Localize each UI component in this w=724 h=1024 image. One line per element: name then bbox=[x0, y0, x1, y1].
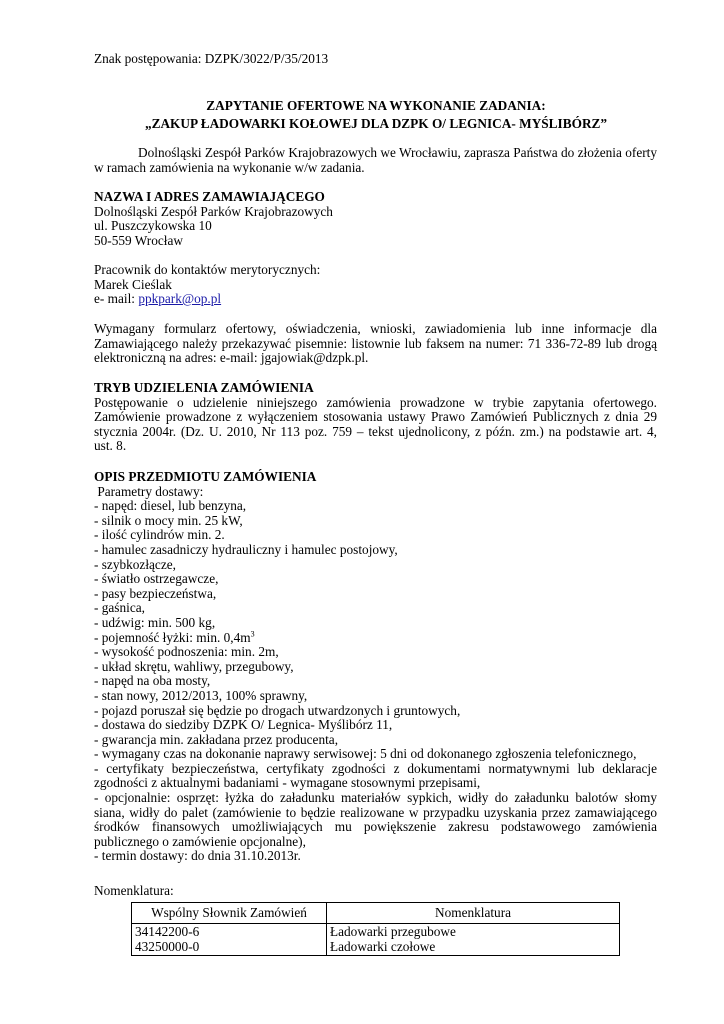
orderer-street: ul. Puszczykowska 10 bbox=[94, 218, 212, 234]
contact-label: Pracownik do kontaktów merytorycznych: bbox=[94, 262, 321, 277]
delivery-deadline: - termin dostawy: do dnia 31.10.2013r. bbox=[94, 848, 301, 864]
mode-line-2: Zamówienie prowadzone z wyłączeniem stosowania ustawy Prawo Zamówień Publicznych z dnia 29 bbox=[94, 409, 657, 425]
case-reference: Znak postępowania: DZPK/3022/P/35/2013 bbox=[94, 51, 329, 66]
forms-paragraph bbox=[94, 322, 657, 366]
header-cpv: Wspólny Słownik Zamówień bbox=[132, 903, 327, 924]
table-header-row bbox=[132, 903, 620, 924]
param-item: - stan nowy, 2012/2013, 100% sprawny, bbox=[94, 687, 308, 703]
forms-line-2: Zamawiającego należy przekazywać pisemnie: listownie lub faksem na numer: 71 336-72-89 lub drogą bbox=[94, 335, 657, 351]
param-item: - wysokość podnoszenia: min. 2m, bbox=[94, 644, 279, 660]
intro-paragraph: Dolnośląski Zespół Parków Krajobrazowych we Wrocławiu, zaprasza Państwa do złożenia oferty w ramach zamówienia na wykonanie w/w zadania. bbox=[94, 145, 657, 175]
email-label: e- mail: bbox=[94, 291, 139, 307]
param-item: - napęd na oba mosty, bbox=[94, 673, 211, 689]
mode-line-3: stycznia 2004r. (Dz. U. 2010, Nr 113 poz. 759 – tekst ujednolicony, z późn. zm.) na podstawie art. 4, bbox=[94, 423, 657, 439]
header-nomenclature: Nomenklatura bbox=[327, 903, 620, 924]
param-item: - gaśnica, bbox=[94, 600, 145, 616]
optional-line-3: środków finansowych umożliwiających mu powiększenie zakresu podstawowego zamówienia bbox=[94, 819, 657, 835]
optional-line-1: - opcjonalnie: osprzęt: łyżka do załadunku materiałów sypkich, widły do załadunku balotów słomy bbox=[94, 790, 657, 806]
param-item: - światło ostrzegawcze, bbox=[94, 571, 219, 587]
mode-heading: TRYB UDZIELENIA ZAMÓWIENIA bbox=[94, 380, 314, 395]
bucket-superscript: 3 bbox=[250, 629, 255, 639]
param-item: - wymagany czas na dokonanie naprawy serwisowej: 5 dni od dokonanego zgłoszenia telefonicznego, bbox=[94, 746, 637, 762]
param-item: - napęd: diesel, lub benzyna, bbox=[94, 498, 247, 514]
orderer-city: 50-559 Wrocław bbox=[94, 232, 183, 248]
orderer-heading: NAZWA I ADRES ZAMAWIAJĄCEGO bbox=[94, 189, 325, 204]
contact-person: Marek Cieślak bbox=[94, 276, 172, 292]
bucket-text: - pojemność łyżki: min. 0,4m bbox=[94, 629, 251, 645]
param-item: - pojazd poruszał się będzie po drogach utwardzonych i gruntowych, bbox=[94, 702, 461, 718]
nomenclature-names-cell bbox=[327, 924, 620, 956]
mode-section bbox=[94, 381, 657, 454]
cpv-code: 43250000-0 bbox=[135, 938, 200, 954]
param-item: - silnik o mocy min. 25 kW, bbox=[94, 512, 243, 528]
cert-line-2: zgodności z aktualnymi badaniami - wymagane stosownymi przepisami, bbox=[94, 775, 481, 791]
mode-line-1: Postępowanie o udzielenie niniejszego zamówienia prowadzone w trybie zapytania ofertowego. bbox=[94, 394, 657, 410]
title-line-2: „ZAKUP ŁADOWARKI KOŁOWEJ DLA DZPK O/ LEGNICA- MYŚLIBÓRZ” bbox=[144, 116, 608, 131]
subject-heading: OPIS PRZEDMIOTU ZAMÓWIENIA bbox=[94, 469, 317, 484]
param-item: - ilość cylindrów min. 2. bbox=[94, 527, 225, 543]
params-label: Parametry dostawy: bbox=[94, 483, 204, 499]
param-item: - układ skrętu, wahliwy, przegubowy, bbox=[94, 658, 294, 674]
param-item: - udźwig: min. 500 kg, bbox=[94, 614, 216, 630]
orderer-section bbox=[94, 190, 657, 248]
nomenclature-table bbox=[131, 902, 620, 956]
param-item: - dostawa do siedziby DZPK O/ Legnica- Myślibórz 11, bbox=[94, 717, 393, 733]
param-item: - gwarancja min. zakładana przez producenta, bbox=[94, 731, 339, 747]
nomenclature-name: Ładowarki czołowe bbox=[330, 938, 436, 954]
param-item: - pasy bezpieczeństwa, bbox=[94, 585, 217, 601]
orderer-name: Dolnośląski Zespół Parków Krajobrazowych bbox=[94, 203, 333, 219]
optional-line-2: siana, widły do palet (zamówienie to będzie realizowane w przypadku uzyskania przez zamawiającego bbox=[94, 804, 657, 820]
title-line-1: ZAPYTANIE OFERTOWE NA WYKONANIE ZADANIA: bbox=[206, 98, 546, 113]
forms-line-1: Wymagany formularz ofertowy, oświadczenia, wnioski, zawiadomienia lub inne informacje dla bbox=[94, 321, 657, 336]
table-row bbox=[132, 924, 620, 956]
cpv-codes-cell bbox=[132, 924, 327, 956]
cpv-code: 34142200-6 bbox=[135, 924, 200, 939]
param-item: - hamulec zasadniczy hydrauliczny i hamulec postojowy, bbox=[94, 541, 398, 557]
forms-line-3: elektroniczną na adres: e-mail: jgajowiak@dzpk.pl. bbox=[94, 350, 369, 366]
param-item-bucket bbox=[94, 631, 657, 646]
contact-email-row bbox=[94, 292, 657, 307]
nomenclature-label: Nomenklatura: bbox=[94, 883, 174, 898]
mode-line-4: ust. 8. bbox=[94, 438, 127, 454]
nomenclature-name: Ładowarki przegubowe bbox=[330, 924, 456, 939]
cert-line-1: - certyfikaty bezpieczeństwa, certyfikaty zgodności z dokumentami normatywnymi lub deklaracje bbox=[94, 760, 657, 776]
subject-section bbox=[94, 470, 657, 864]
contact-email-link[interactable]: ppkpark@op.pl bbox=[138, 291, 222, 307]
document-title bbox=[94, 97, 658, 133]
contact-section bbox=[94, 263, 657, 307]
optional-line-4: publicznego o zamówienie opcjonalne), bbox=[94, 833, 306, 849]
param-item: - szybkozłącze, bbox=[94, 556, 176, 572]
